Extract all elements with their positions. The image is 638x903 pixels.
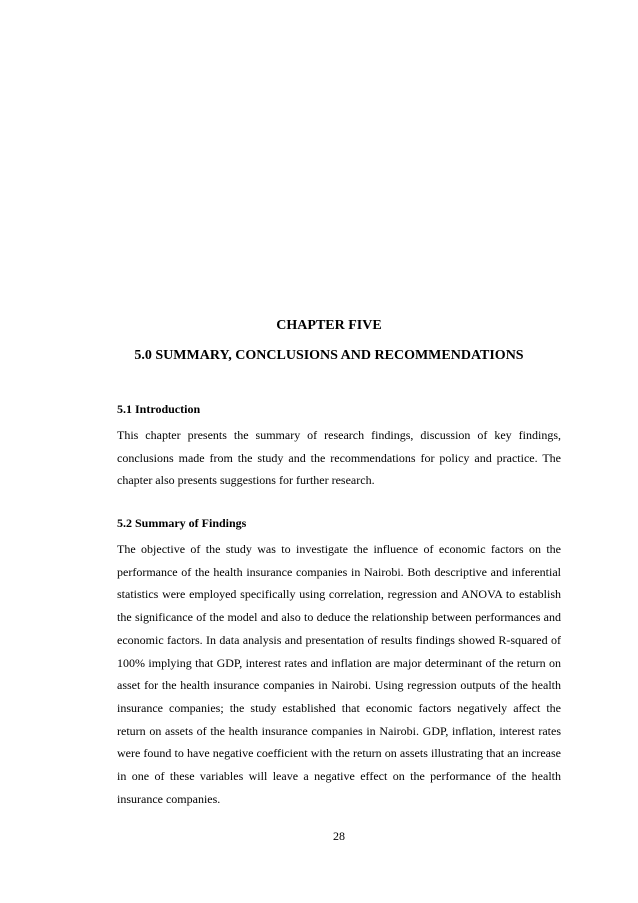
section-summary-of-findings (117, 515, 561, 810)
chapter-title: CHAPTER FIVE (276, 318, 382, 333)
page-number: 28 (333, 829, 345, 843)
section-paragraph: The objective of the study was to investigate the influence of economic factors on the performance of the health insurance companies in Nairobi. Both descriptive and inferential statistics were employed specifically using correlation, regression and ANOVA to establish the significance of the model and also to deduce the relationship between performances and economic factors. In data analysis and presentation of results findings showed R-squared of 100% implying that GDP, interest rates and inflation are major determinant of the return on asset for the health insurance companies in Nairobi. Using regression outputs of the health insurance companies; the study established that economic factors negatively affect the return on assets of the health insurance companies in Nairobi. GDP, inflation, interest rates were found to have negative coefficient with the return on assets illustrating that an increase in one of these variables will leave a negative effect on the performance of the health insurance companies. (117, 542, 561, 806)
section-introduction (117, 401, 561, 492)
section-paragraph: This chapter presents the summary of research findings, discussion of key findings, conclusions made from the study and the recommendations for policy and practice. The chapter also presents suggestions for further research. (117, 428, 561, 488)
chapter-subtitle: 5.0 SUMMARY, CONCLUSIONS AND RECOMMENDATIONS (134, 348, 524, 363)
section-heading: 5.2 Summary of Findings (117, 516, 247, 530)
section-heading: 5.1 Introduction (117, 402, 201, 416)
